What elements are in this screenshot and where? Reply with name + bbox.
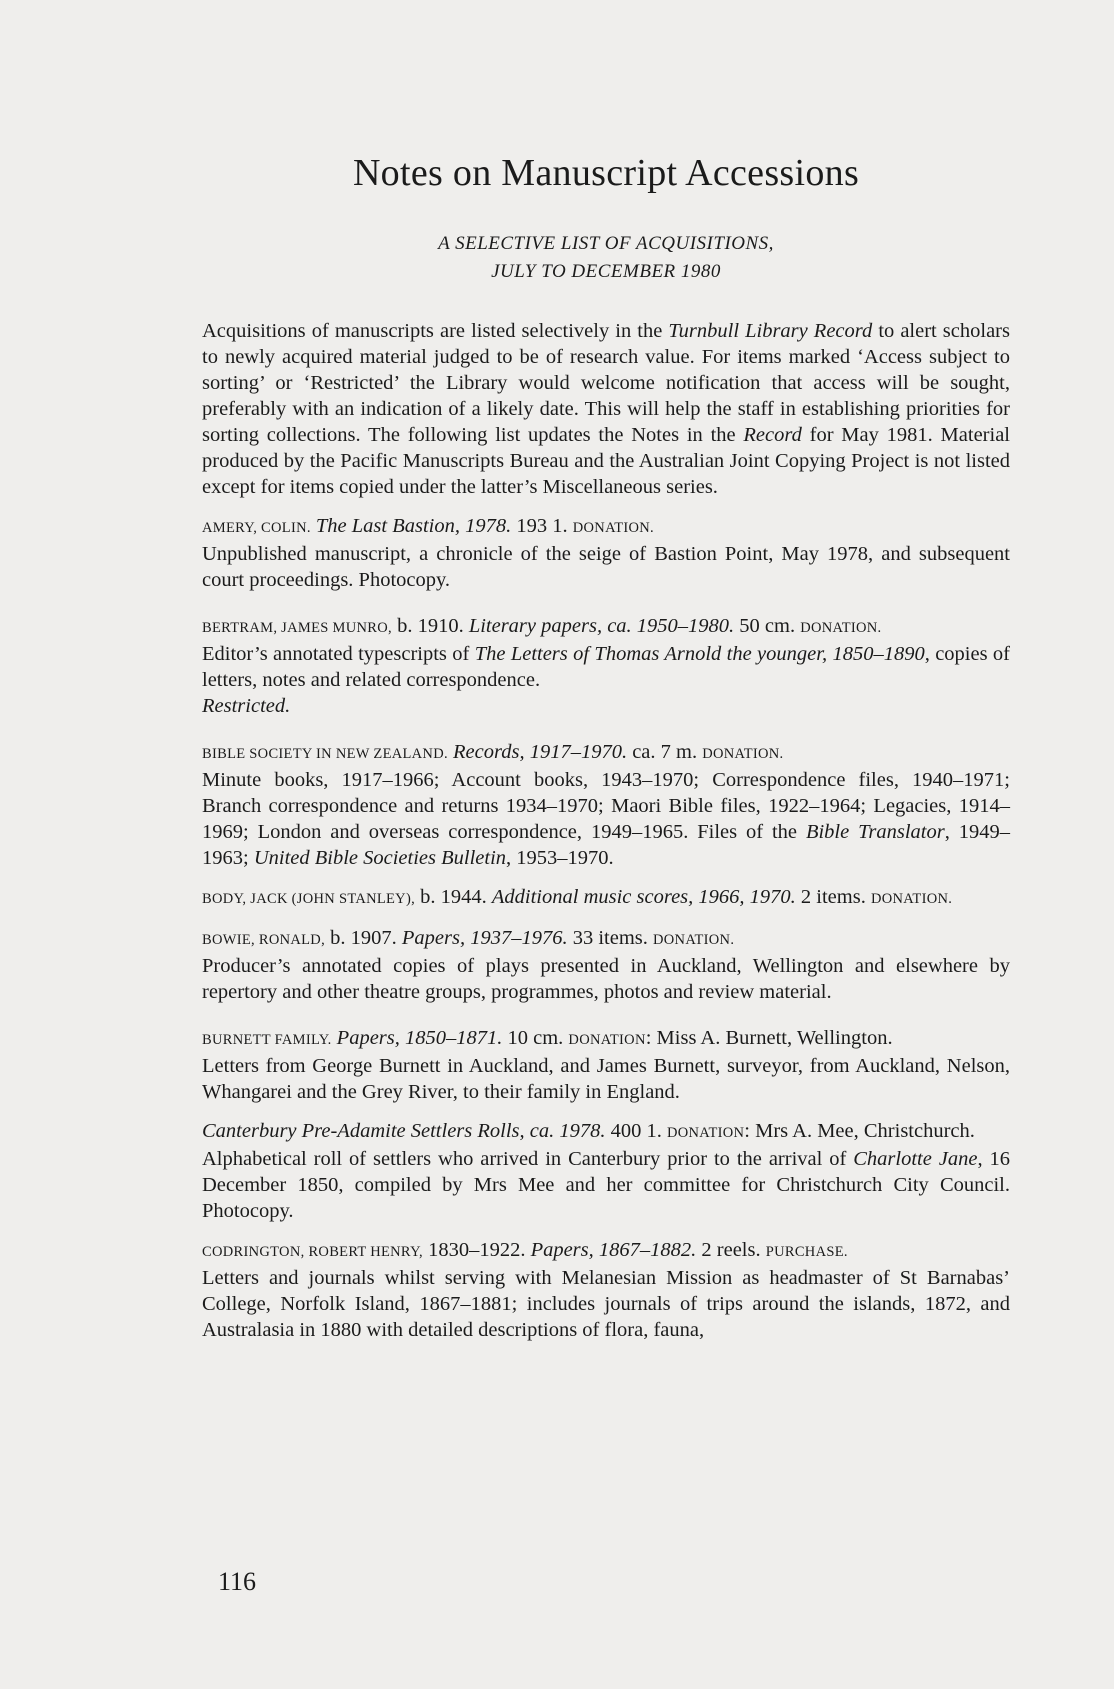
page-subtitle [202,230,1010,286]
entry-description [202,1146,1010,1224]
subtitle-line-2: JULY TO DECEMBER 1980 [491,261,721,282]
entry-acquisition: DONATION. [572,520,654,536]
entry-amery [202,513,1010,593]
entry-heading [202,513,1010,541]
entry-extent: 50 cm. [734,615,801,637]
desc-part: The Letters of Thomas Arnold the younger, 1850–1890 [474,643,925,665]
entry-description: Letters and journals whilst serving with Melanesian Mission as headmaster of St Barnabas’ College, Norfolk Island, 1867–1881; includes journals of trips around the islands, 1872, and Australasia in 1880 with detailed descriptions of flora, fauna, [202,1267,1010,1341]
entry-body [202,884,1010,912]
entry-extent: ca. 7 m. [627,741,703,763]
intro-text-b: Turnbull Library Record [668,320,873,342]
desc-part: United Bible Societies Bulletin [253,847,507,869]
entry-name: BURNETT FAMILY. [202,1032,332,1048]
desc-part: Alphabetical roll of settlers who arrived in Canterbury prior to the arrival of [202,1148,854,1170]
entry-dates: 1830–1922. [422,1239,531,1261]
entry-acquisition: DONATION. [800,620,882,636]
entry-name: BERTRAM, JAMES MUNRO, [202,620,392,636]
page-number: 116 [218,1567,257,1596]
subtitle-line-1: A SELECTIVE LIST OF ACQUISITIONS, [438,233,774,254]
entry-description: Letters from George Burnett in Auckland, and James Burnett, surveyor, from Auckland, Nelson, Whangarei and the Grey River, to their family in England. [202,1055,1010,1103]
page-content [202,150,1010,1343]
entry-acquisition: DONATION [666,1125,745,1141]
entry-name: BODY, JACK (JOHN STANLEY), [202,891,416,907]
entry-canterbury [202,1118,1010,1224]
intro-text-e: for May 1981. Material produced by the Pacific Manuscripts Bureau and the Australian Joint Copying Project is not listed except for items copied under the latter’s Miscellaneous series. [202,424,1010,498]
desc-part: , 1949–1963; [202,821,1011,869]
page-title: Notes on Manuscript Accessions [352,152,860,194]
entry-heading [202,1025,1010,1053]
entry-title: Records, 1917–1970. [453,741,628,763]
entry-heading [202,925,1010,953]
entry-extent: 10 cm. [502,1027,569,1049]
desc-part: , 16 December 1850, compiled by Mrs Mee and her committee for Christchurch City Council. Photocopy. [202,1148,1010,1222]
entry-heading [202,1237,1010,1265]
entry-burnett [202,1025,1010,1105]
entry-acquisition: DONATION. [870,891,953,907]
entry-bible-society [202,739,1010,871]
entry-description: Producer’s annotated copies of plays presented in Auckland, Wellington and elsewhere by repertory and other theatre groups, programmes, photos and review material. [202,955,1010,1003]
entry-dates: b. 1944. [415,886,492,908]
entry-title: Canterbury Pre-Adamite Settlers Rolls, ca. 1978. [202,1120,606,1142]
entry-extent: 400 1. [605,1120,667,1142]
entry-acquisition: DONATION. [653,932,735,948]
desc-part: Bible Translator [805,821,945,843]
entry-dates: b. 1910. [391,615,469,637]
entry-extent: 193 1. [511,515,573,537]
entry-title: The Last Bastion, 1978. [315,515,512,537]
entry-name: BIBLE SOCIETY IN NEW ZEALAND. [202,746,448,762]
entry-extent: 33 items. [567,927,654,949]
intro-text-c: to alert scholars to newly acquired material judged to be of research value. For items marked ‘Access subject to sorting’ or ‘Restricted’ the Library would welcome notification that access will be sought, preferably with an indication of a likely date. This will help the staff in establishing priorities for sorting collections. The following list updates the Notes in the [202,320,1010,446]
desc-part: , 1953–1970. [506,847,614,869]
entry-name: CODRINGTON, ROBERT HENRY, [202,1244,423,1260]
entry-extent: 2 items. [795,886,871,908]
entry-codrington [202,1237,1010,1343]
entry-donor: : Mrs A. Mee, Christchurch. [744,1120,975,1142]
entry-acquisition: PURCHASE. [765,1244,848,1260]
entry-acquisition: DONATION. [702,746,784,762]
entry-title: Papers, 1937–1976. [401,927,568,949]
entry-heading [202,739,1010,767]
entry-extent: 2 reels. [696,1239,766,1261]
entry-name: BOWIE, RONALD, [202,932,326,948]
entry-title: Additional music scores, 1966, 1970. [491,886,796,908]
desc-part: Editor’s annotated typescripts of [202,643,475,665]
entry-heading [202,613,1010,641]
desc-part: Charlotte Jane [853,1148,978,1170]
entry-title: Papers, 1867–1882. [530,1239,697,1261]
intro-text-d: Record [743,424,802,446]
entry-acquisition: DONATION [568,1032,646,1048]
entry-description: Unpublished manuscript, a chronicle of the seige of Bastion Point, May 1978, and subsequent court proceedings. Photocopy. [202,543,1010,591]
entry-dates: b. 1907. [325,927,402,949]
entry-heading [202,1118,1010,1146]
intro-paragraph [202,318,1010,500]
entry-heading [202,884,1010,912]
entry-donor: : Miss A. Burnett, Wellington. [645,1027,893,1049]
entry-title: Literary papers, ca. 1950–1980. [468,615,735,637]
entry-bertram [202,613,1010,719]
desc-part: , copies of letters, notes and related correspondence. [202,643,1010,691]
entry-description [202,641,1010,693]
entry-name: AMERY, COLIN. [202,520,311,536]
entry-description [202,767,1010,871]
entry-restriction: Restricted. [202,695,291,717]
desc-part: Minute books, 1917–1966; Account books, 1943–1970; Correspondence files, 1940–1971; Branch correspondence and returns 1934–1970; Maori Bible files, 1922–1964; Legacies, 1914–1969; London and overseas correspondence, 1949–1965. Files of the [202,769,1010,843]
intro-text-a: Acquisitions of manuscripts are listed selectively in the [202,320,669,342]
entry-bowie [202,925,1010,1005]
entry-title: Papers, 1850–1871. [331,1027,503,1049]
